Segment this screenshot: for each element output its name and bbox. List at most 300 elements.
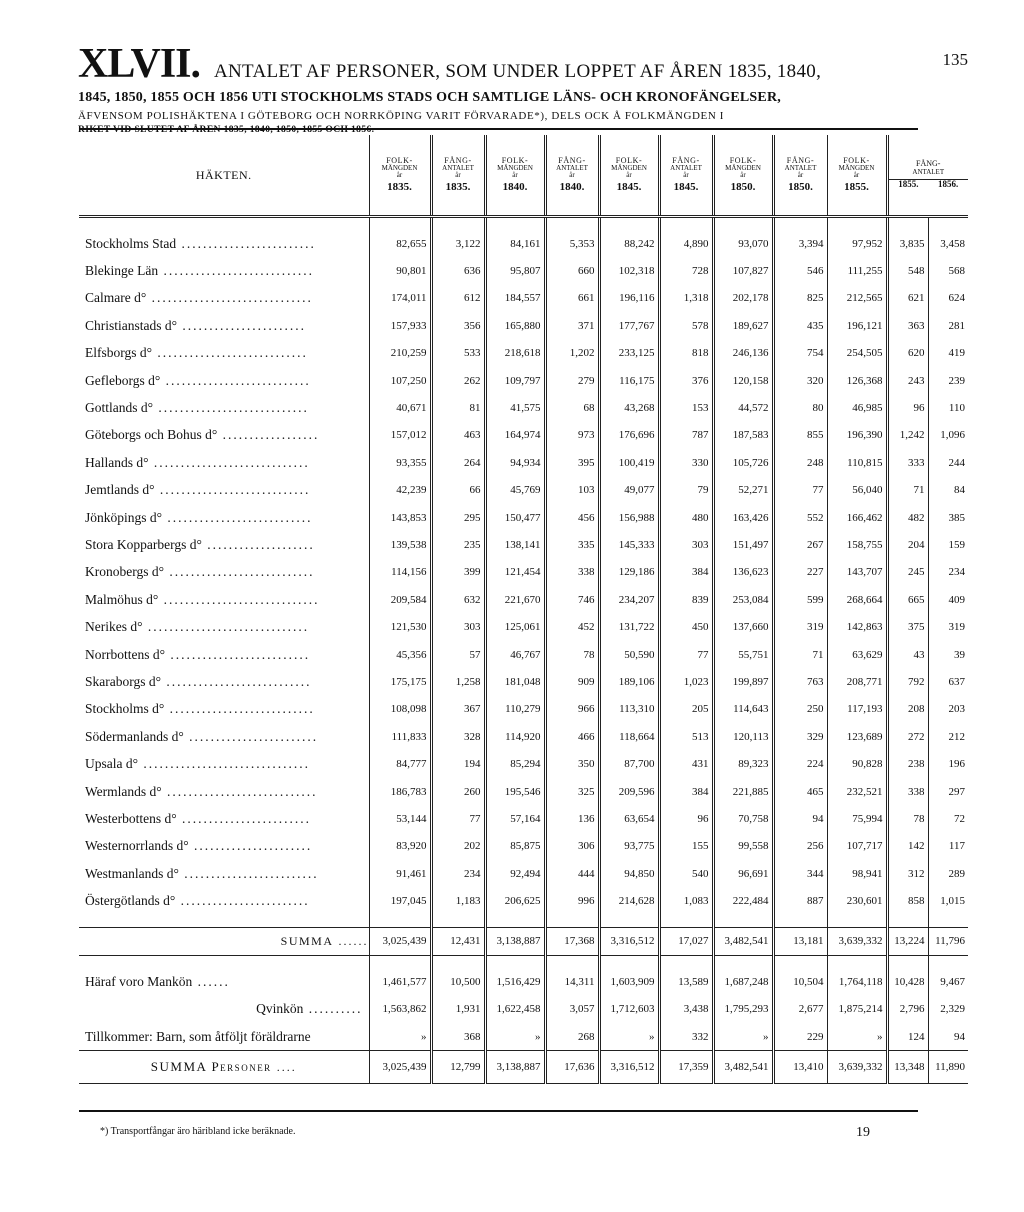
table-cell: 121,454 [485,559,545,586]
table-cell: 431 [659,750,713,777]
table-cell: 80 [773,394,827,421]
table-cell: 234 [431,860,485,887]
table-body [79,217,968,1084]
table-cell: 117 [928,833,968,860]
table-cell: 356 [431,312,485,339]
row-label: Malmöhus d° ............................. [85,591,320,607]
table-cell: 1,083 [659,887,713,914]
page-number: 135 [942,50,968,69]
table-cell: 858 [887,887,928,914]
row-label: Stockholms d° ........................... [85,701,315,717]
table-cell: 3,482,541 [713,927,773,955]
table-cell: 395 [545,449,599,476]
row-label: Stockholms Stad ......................... [85,235,316,251]
table-cell: 620 [887,340,928,367]
table-cell: 4,890 [659,230,713,257]
table-cell: 97,952 [827,230,887,257]
table-cell: 763 [773,668,827,695]
table-cell: 212,565 [827,285,887,312]
table-cell: 40,671 [369,394,431,421]
table-row [79,668,968,695]
table-cell: 996 [545,887,599,914]
table-cell: 83,920 [369,833,431,860]
breakdown-row [79,1023,968,1051]
table-cell: 303 [431,613,485,640]
table-cell: 260 [431,778,485,805]
table-cell: 660 [545,257,599,284]
table-cell: 75,994 [827,805,887,832]
table-cell: 244 [928,449,968,476]
table-cell: 10,504 [773,968,827,995]
table-cell: 328 [431,723,485,750]
table-cell: 203 [928,696,968,723]
table-cell: 3,639,332 [827,927,887,955]
table-cell: 125,061 [485,613,545,640]
table-cell: 107,717 [827,833,887,860]
table-cell: 13,224 [887,927,928,955]
table-cell: 87,700 [599,750,659,777]
table-cell: 335 [545,531,599,558]
table-cell: 384 [659,559,713,586]
table-cell: 17,636 [545,1051,599,1084]
table-cell: 636 [431,257,485,284]
table-cell: 156,988 [599,504,659,531]
table-row [79,641,968,668]
table-cell: 3,394 [773,230,827,257]
table-cell: 71 [887,477,928,504]
table-cell: 267 [773,531,827,558]
table-row [79,805,968,832]
table-cell: 289 [928,860,968,887]
table-cell: 268,664 [827,586,887,613]
table-cell: 385 [928,504,968,531]
table-cell: 209,596 [599,778,659,805]
row-label: Gottlands d° ............................ [85,400,309,416]
table-cell: 118,664 [599,723,659,750]
table-cell: 43,268 [599,394,659,421]
spacer-row [79,915,968,928]
table-cell: 129,186 [599,559,659,586]
table-cell: 77 [431,805,485,832]
table-cell: 254,505 [827,340,887,367]
table-cell: 13,348 [887,1051,928,1084]
summa-label: SUMMA ...... [79,927,369,955]
table-cell: 363 [887,312,928,339]
table-cell: 113,310 [599,696,659,723]
table-cell: 50,590 [599,641,659,668]
table-cell: 46,767 [485,641,545,668]
table-cell: 92,494 [485,860,545,887]
summa-row [79,927,968,955]
table-cell: 825 [773,285,827,312]
row-label: Stora Kopparbergs d° .................... [85,536,315,552]
table-cell: 114,643 [713,696,773,723]
table-cell: 264 [431,449,485,476]
table-cell: 463 [431,422,485,449]
table-cell: 103 [545,477,599,504]
table-cell: 243 [887,367,928,394]
table-cell: 333 [887,449,928,476]
table-cell: 746 [545,586,599,613]
row-label: Hallands d° ............................. [85,454,310,470]
table-cell: 102,318 [599,257,659,284]
table-cell: 480 [659,504,713,531]
table-cell: 221,885 [713,778,773,805]
table-cell: 11,890 [928,1051,968,1084]
table-cell: 145,333 [599,531,659,558]
row-label: Nerikes d° .............................. [85,619,310,635]
table-cell: 17,027 [659,927,713,955]
table-cell: 1,461,577 [369,968,431,995]
table-cell: 107,250 [369,367,431,394]
table-cell: 855 [773,422,827,449]
table-cell: 82,655 [369,230,431,257]
table-cell: 13,589 [659,968,713,995]
table-cell: 136 [545,805,599,832]
table-cell: 272 [887,723,928,750]
title-line-2: 1845, 1850, 1855 OCH 1856 UTI STOCKHOLMS STADS OCH SAMTLIGE LÄNS- OCH KRONOFÄNGELSER, [78,90,781,105]
table-cell: 1,258 [431,668,485,695]
table-row [79,312,968,339]
column-header-fang-1845: FÅNG- ANTALET år 1845. [659,135,713,217]
table-cell: 99,558 [713,833,773,860]
table-cell: 540 [659,860,713,887]
table-cell: 435 [773,312,827,339]
table-cell: 17,368 [545,927,599,955]
table-cell: 96 [887,394,928,421]
table-cell: 77 [659,641,713,668]
table-cell: 232,521 [827,778,887,805]
table-cell: 79 [659,477,713,504]
table-cell: 107,827 [713,257,773,284]
table-number: XLVII. [78,41,201,87]
table-cell: 234 [928,559,968,586]
row-label: Östergötlands d° ........................ [85,893,310,909]
table-cell: 221,670 [485,586,545,613]
row-label: Jemtlands d° ............................ [85,482,311,498]
table-cell: 142 [887,833,928,860]
table-cell: 548 [887,257,928,284]
table-cell: 120,158 [713,367,773,394]
table-row [79,449,968,476]
table-cell: 88,242 [599,230,659,257]
row-label: Gefleborgs d° ........................... [85,372,311,388]
table-cell: 114,156 [369,559,431,586]
folio-number: 19 [856,1125,870,1140]
table-cell: 123,689 [827,723,887,750]
column-header-hakten: HÄKTEN. [79,135,369,217]
table-cell: 222,484 [713,887,773,914]
table-cell: 96 [659,805,713,832]
table-cell: 350 [545,750,599,777]
table-cell: 465 [773,778,827,805]
table-cell: 94,850 [599,860,659,887]
table-cell: 10,500 [431,968,485,995]
table-cell: 108,098 [369,696,431,723]
table-cell: 126,368 [827,367,887,394]
table-row [79,230,968,257]
table-cell: 250 [773,696,827,723]
table-cell: 110,279 [485,696,545,723]
table-cell: 63,629 [827,641,887,668]
table-cell: 1,687,248 [713,968,773,995]
table-cell: 85,294 [485,750,545,777]
table-cell: 3,482,541 [713,1051,773,1084]
table-cell: 159 [928,531,968,558]
table-cell: 196,116 [599,285,659,312]
table-cell: 181,048 [485,668,545,695]
table-cell: 197,045 [369,887,431,914]
table-cell: 84,161 [485,230,545,257]
table-cell: 235 [431,531,485,558]
table-row [79,285,968,312]
table-cell: 599 [773,586,827,613]
table-cell: 131,722 [599,613,659,640]
table-cell: 105,726 [713,449,773,476]
column-header-fang-1850: FÅNG- ANTALET år 1850. [773,135,827,217]
table-cell: 3,122 [431,230,485,257]
table-cell: 212 [928,723,968,750]
table-cell: 96,691 [713,860,773,887]
header-row [79,135,968,217]
table-cell: 3,138,887 [485,1051,545,1084]
row-label: Calmare d° .............................. [85,290,313,306]
table-cell: 3,316,512 [599,927,659,955]
title-line-4: RIKET VID SLUTET AF ÅREN 1835, 1840, 1850, 1855 OCH 1856. [78,125,375,135]
table-cell: 14,311 [545,968,599,995]
table-cell: 12,431 [431,927,485,955]
table-cell: 330 [659,449,713,476]
breakdown-row [79,996,968,1023]
table-cell: 10,428 [887,968,928,995]
table-cell: 136,623 [713,559,773,586]
row-label: Norrbottens d° .......................... [85,646,311,662]
table-cell: 189,627 [713,312,773,339]
table-cell: 72 [928,805,968,832]
table-cell: 95,807 [485,257,545,284]
table-cell: 384 [659,778,713,805]
table-cell: 45,356 [369,641,431,668]
table-cell: 208 [887,696,928,723]
table-cell: 57 [431,641,485,668]
table-cell: 124 [887,1023,928,1051]
table-cell: 49,077 [599,477,659,504]
table-cell: 176,696 [599,422,659,449]
table-cell: 214,628 [599,887,659,914]
table-cell: 1,202 [545,340,599,367]
table-cell: 1,764,118 [827,968,887,995]
table-cell: 367 [431,696,485,723]
table-row [79,422,968,449]
table-cell: 262 [431,367,485,394]
table-cell: 1,516,429 [485,968,545,995]
column-header-folk-1835: FOLK- MÄNGDEN år 1835. [369,135,431,217]
table-cell: 196,121 [827,312,887,339]
table-cell: 338 [545,559,599,586]
table-cell: 98,941 [827,860,887,887]
table-row [79,394,968,421]
table-cell: 1,712,603 [599,996,659,1023]
table-cell: 209,584 [369,586,431,613]
table-cell: 70,758 [713,805,773,832]
table-cell: 2,796 [887,996,928,1023]
table-cell: 281 [928,312,968,339]
table-cell: 303 [659,531,713,558]
table-cell: » [369,1023,431,1051]
table-cell: 139,538 [369,531,431,558]
table-row [79,367,968,394]
table-cell: 94 [773,805,827,832]
table-cell: 1,318 [659,285,713,312]
table-cell: 184,557 [485,285,545,312]
table-cell: 205 [659,696,713,723]
table-cell: 111,255 [827,257,887,284]
table-cell: 143,707 [827,559,887,586]
table-cell: 150,477 [485,504,545,531]
table-cell: 81 [431,394,485,421]
table-cell: 312 [887,860,928,887]
table-cell: 239 [928,367,968,394]
table-cell: 204 [887,531,928,558]
row-label: Blekinge Län ............................ [85,263,314,279]
breakdown-label: Qvinkön .......... [256,1001,363,1017]
table-cell: 632 [431,586,485,613]
table-cell: 142,863 [827,613,887,640]
table-cell: 2,329 [928,996,968,1023]
row-label: Skaraborgs d° ........................... [85,673,312,689]
table-row [79,887,968,914]
table-cell: 376 [659,367,713,394]
table-cell: 234,207 [599,586,659,613]
spacer-row [79,217,968,231]
table-cell: 68 [545,394,599,421]
table-cell: 245 [887,559,928,586]
table-row [79,750,968,777]
table-row [79,696,968,723]
breakdown-label: Häraf voro Mankön ...... [85,973,230,989]
table-cell: 399 [431,559,485,586]
column-header-fang-1840: FÅNG- ANTALET år 1840. [545,135,599,217]
table-row [79,477,968,504]
breakdown-row [79,968,968,995]
table-cell: 578 [659,312,713,339]
table-cell: 93,070 [713,230,773,257]
table-cell: 164,974 [485,422,545,449]
table-cell: 175,175 [369,668,431,695]
title-line-3: ÄFVENSOM POLISHÄKTENA I GÖTEBORG OCH NORRKÖPING VARIT FÖRVARADE*), DELS OCK Å FOLKMÄNGDEN I [78,110,725,122]
table-cell: 268 [545,1023,599,1051]
column-header-folk-1840: FOLK- MÄNGDEN år 1840. [485,135,545,217]
table-cell: 94,934 [485,449,545,476]
table-cell: 110 [928,394,968,421]
table-cell: 2,677 [773,996,827,1023]
table-cell: 66 [431,477,485,504]
table-cell: » [713,1023,773,1051]
table-cell: 89,323 [713,750,773,777]
table-cell: 665 [887,586,928,613]
table-cell: » [599,1023,659,1051]
table-cell: 3,025,439 [369,927,431,955]
table-cell: 1,795,293 [713,996,773,1023]
table-cell: 419 [928,340,968,367]
table-cell: 909 [545,668,599,695]
row-label: Göteborgs och Bohus d° .................. [85,427,320,443]
column-header-fang-1835: FÅNG- ANTALET år 1835. [431,135,485,217]
table-cell: 818 [659,340,713,367]
table-cell: 137,660 [713,613,773,640]
column-header-folk-1850: FOLK- MÄNGDEN år 1850. [713,135,773,217]
table-cell: 248 [773,449,827,476]
table-cell: 163,426 [713,504,773,531]
table-cell: 77 [773,477,827,504]
table-cell: 754 [773,340,827,367]
row-label: Westmanlands d° ......................... [85,865,319,881]
table-cell: 3,316,512 [599,1051,659,1084]
table-cell: 3,057 [545,996,599,1023]
table-row [79,559,968,586]
table-cell: 368 [431,1023,485,1051]
row-label: Christianstads d° ....................... [85,317,307,333]
table-row [79,586,968,613]
table-cell: 199,897 [713,668,773,695]
column-header-fang-1855-1856: FÅNG- ANTALET 1855. 1856. [887,135,968,217]
table-row [79,778,968,805]
table-cell: 661 [545,285,599,312]
table-cell: 238 [887,750,928,777]
table-cell: 329 [773,723,827,750]
row-label: Westerbottens d° ........................ [85,810,312,826]
table-cell: 3,438 [659,996,713,1023]
breakdown-label: Tillkommer: Barn, som åtföljt föräldrarne [85,1028,311,1044]
table-cell: 482 [887,504,928,531]
table-cell: 93,775 [599,833,659,860]
table-cell: 166,462 [827,504,887,531]
table-row [79,504,968,531]
table-cell: 839 [659,586,713,613]
total-label: SUMMA Personer .... [79,1051,369,1084]
table-cell: 452 [545,613,599,640]
total-row [79,1051,968,1084]
table-cell: 71 [773,641,827,668]
prisoners-table [79,135,968,1084]
table-cell: 158,755 [827,531,887,558]
table-cell: 256 [773,833,827,860]
table-cell: 450 [659,613,713,640]
table-cell: 84 [928,477,968,504]
table-cell: 208,771 [827,668,887,695]
table-cell: 229 [773,1023,827,1051]
table-cell: 90,828 [827,750,887,777]
table-cell: 46,985 [827,394,887,421]
table-cell: 533 [431,340,485,367]
table-cell: 84,777 [369,750,431,777]
table-cell: 111,833 [369,723,431,750]
table-cell: 3,138,887 [485,927,545,955]
row-label: Kronobergs d° ........................... [85,564,315,580]
table-row [79,860,968,887]
table-cell: 3,639,332 [827,1051,887,1084]
table-cell: 546 [773,257,827,284]
table-cell: 966 [545,696,599,723]
row-label: Jönköpings d° ........................... [85,509,313,525]
table-cell: 409 [928,586,968,613]
table-cell: 39 [928,641,968,668]
table-cell: 3,835 [887,230,928,257]
table-cell: 11,796 [928,927,968,955]
table-cell: 174,011 [369,285,431,312]
table-cell: 117,193 [827,696,887,723]
table-cell: 1,183 [431,887,485,914]
